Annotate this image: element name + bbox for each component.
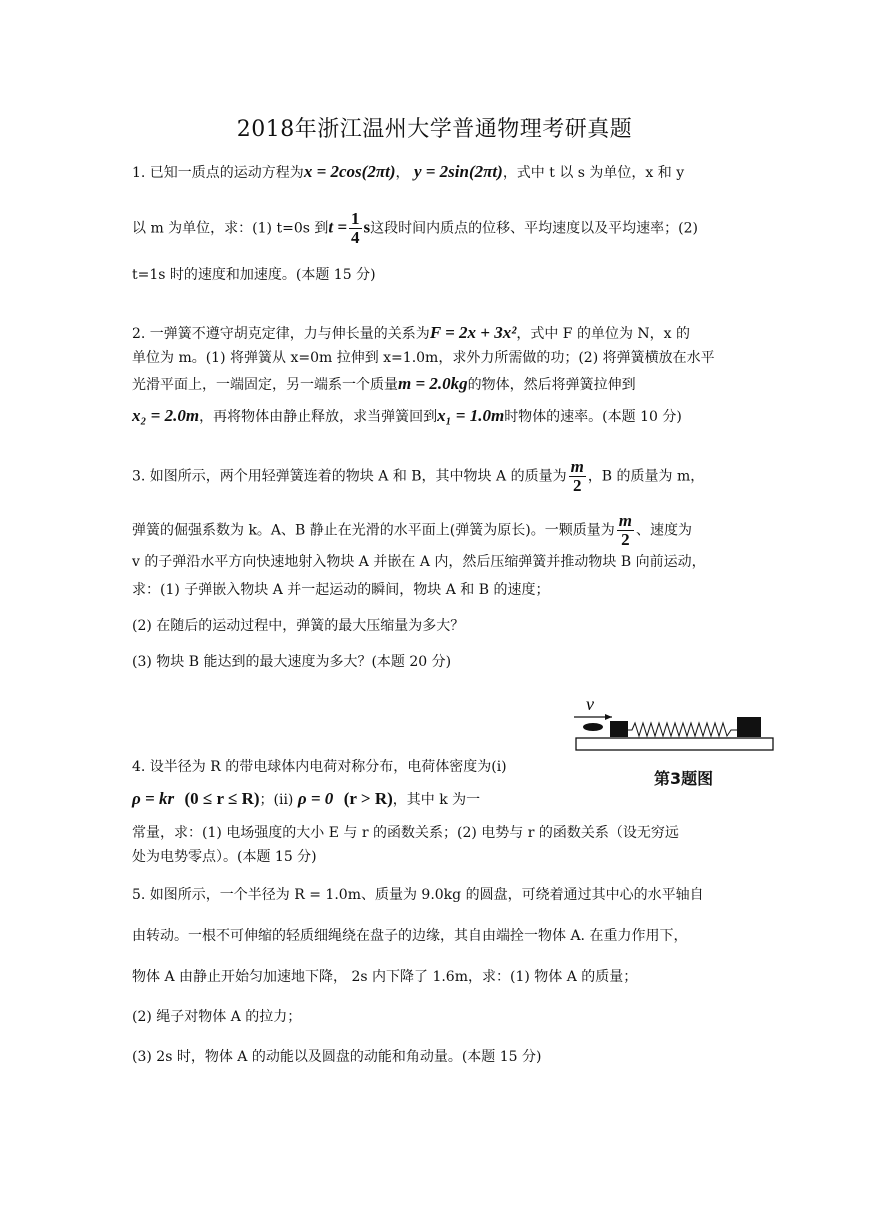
q1-line-1 [132, 160, 684, 185]
q2-line-3 [132, 372, 636, 397]
block-a [610, 721, 628, 737]
q4-line-1: 4. 设半径为 R 的带电球体内电荷对称分布，电荷体密度为(i) [132, 759, 507, 775]
ground-surface [576, 738, 773, 750]
page-title: 2018年浙江温州大学普通物理考研真题 [236, 117, 633, 142]
q2-text: 时物体的速率。(本题 10 分) [504, 409, 682, 425]
q1-eq-x: x = 2cos(2πt) [303, 162, 396, 181]
q1-frac-num: 1 [351, 209, 360, 228]
q1-fraction [349, 210, 362, 247]
q1-line-3: t=1s 时的速度和加速度。(本题 15 分) [132, 267, 376, 283]
q3-line-3: v 的子弹沿水平方向快速地射入物块 A 并嵌在 A 内，然后压缩弹簧并推动物块 B 向前运动， [132, 554, 706, 570]
q2-eq-x1: x₁ = 1.0m [437, 406, 505, 425]
q2-eq-x2: x₂ = 2.0m [132, 406, 200, 425]
q5-line-3: 物体 A 由静止开始匀加速地下降， 2s 内下降了 1.6m，求：(1) 物体 A 的质量； [132, 969, 638, 985]
q4-text: ，其中 k 为一 [392, 792, 481, 808]
bullet-icon [583, 723, 603, 731]
q4-line-3: 常量，求：(1) 电场强度的大小 E 与 r 的函数关系；(2) 电势与 r 的函数关系（设无穷远 [132, 825, 679, 841]
q1-text: 1. 已知一质点的运动方程为 [132, 165, 304, 181]
q1-text: 这段时间内质点的位移、平均速度以及平均速率；(2) [370, 220, 698, 237]
q2-text: 2. 一弹簧不遵守胡克定律，力与伸长量的关系为 [132, 326, 430, 342]
q4-line-4: 处为电势零点）。(本题 15 分) [132, 849, 317, 865]
q2-eq-mass: m = 2.0kg [398, 374, 468, 393]
q5-line-2: 由转动。一根不可伸缩的轻质细绳绕在盘子的边缘，其自由端拴一物体 A. 在重力作用下， [132, 928, 688, 944]
spring-icon [628, 723, 737, 736]
q3-line-5: (2) 在随后的运动过程中，弹簧的最大压缩量为多大？ [132, 618, 465, 634]
q2-text: ，式中 F 的单位为 N，x 的 [516, 326, 690, 342]
q1-frac-den: 4 [351, 228, 360, 247]
velocity-label: v [586, 694, 594, 714]
q4-text: ；(ii) [259, 792, 294, 808]
q2-text: 的物体，然后将弹簧拉伸到 [467, 377, 636, 393]
q3-text: 、速度为 [635, 522, 692, 539]
q2-text: ，再将物体由静止释放，求当弹簧回到 [199, 409, 438, 425]
figure-caption: 第3题图 [654, 769, 714, 788]
q5-line-5: (3) 2s 时，物体 A 的动能以及圆盘的动能和角动量。(本题 15 分) [132, 1049, 542, 1065]
q1-sep: ， [395, 165, 410, 181]
q3-line-2 [132, 512, 692, 549]
q3-line-4: 求：(1) 子弹嵌入物块 A 并一起运动的瞬间，物块 A 和 B 的速度； [132, 582, 550, 598]
q3-frac-den: 2 [572, 476, 582, 495]
q4-eq-rho-inside: ρ = kr [132, 789, 175, 808]
q1-eq-t: t = [328, 217, 348, 237]
q1-text: 以 m 为单位，求：(1) t=0s 到 [132, 220, 329, 237]
q2-line-2: 单位为 m。(1) 将弹簧从 x=0m 拉伸到 x=1.0m，求外力所需做的功；(2) 将弹簧横放在水平 [132, 350, 715, 366]
q3-frac-den: 2 [621, 530, 630, 549]
q4-eq-rho-outside: ρ = 0 [297, 789, 334, 808]
q4-cond-inside: (0 ≤ r ≤ R) [184, 789, 260, 808]
q3-text: 3. 如图所示，两个用轻弹簧连着的物块 A 和 B，其中物块 A 的质量为 [132, 468, 567, 485]
block-b [737, 717, 761, 737]
q5-line-4: (2) 绳子对物体 A 的拉力； [132, 1009, 302, 1025]
q2-text: 光滑平面上，一端固定，另一端系一个质量 [132, 377, 398, 393]
q2-line-4 [132, 404, 682, 429]
q3-frac-num: m [570, 457, 584, 476]
q1-line-2 [132, 210, 698, 247]
q3-text: 弹簧的倔强系数为 k。A、B 静止在光滑的水平面上(弹簧为原长)。一颗质量为 [132, 522, 615, 539]
q4-cond-outside: (r > R) [343, 789, 393, 808]
q1-text: ，式中 t 以 s 为单位，x 和 y [502, 165, 685, 181]
velocity-arrow-head [605, 714, 612, 720]
q3-line-6: (3) 物块 B 能达到的最大速度为多大？(本题 20 分) [132, 654, 452, 670]
q1-unit: s [363, 217, 371, 237]
q2-line-1 [132, 321, 690, 346]
q5-line-1: 5. 如图所示，一个半径为 R = 1.0m、质量为 9.0kg 的圆盘，可绕着通过其中心的水平轴自 [132, 887, 704, 903]
q3-frac-num: m [618, 511, 632, 530]
q3-text: ，B 的质量为 m， [587, 468, 705, 485]
q2-eq-force: F = 2x + 3x² [429, 323, 517, 342]
q3-fraction-2 [617, 512, 634, 549]
q3-fraction-1 [569, 458, 586, 495]
q1-eq-y: y = 2sin(2πt) [413, 162, 503, 181]
q3-line-1 [132, 458, 704, 495]
q4-line-2 [132, 787, 480, 812]
